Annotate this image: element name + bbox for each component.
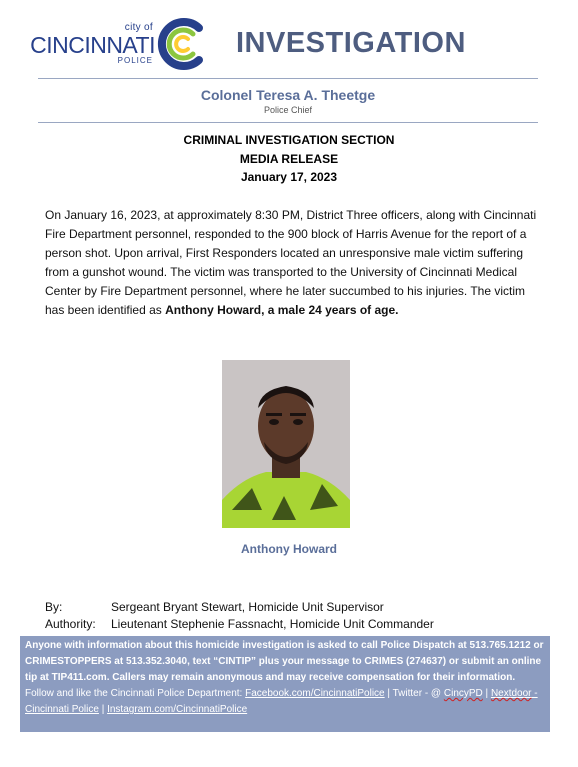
- separator: |: [482, 688, 491, 699]
- logo-unit: POLICE: [117, 56, 153, 65]
- credit-by: [45, 599, 434, 616]
- photo-caption: Anthony Howard: [241, 542, 337, 556]
- logo-city-name: CINCINNATI: [30, 32, 155, 58]
- release-body: [45, 206, 545, 320]
- credit-authority: [45, 616, 434, 633]
- tip-footer: [20, 636, 550, 732]
- header-divider: [38, 78, 538, 79]
- facebook-link[interactable]: Facebook.com/CincinnatiPolice: [245, 688, 385, 699]
- cincinnati-police-logo: [30, 18, 205, 70]
- release-type: MEDIA RELEASE: [239, 151, 339, 166]
- header: [0, 0, 578, 80]
- release-date: January 17, 2023: [240, 170, 338, 184]
- cincinnati-c-logo-icon: [155, 18, 205, 70]
- nextdoor-word: Nextdoor: [490, 688, 532, 699]
- section-name: CRIMINAL INVESTIGATION SECTION: [183, 133, 395, 147]
- chief-title: Police Chief: [263, 105, 313, 115]
- body-paragraph: On January 16, 2023, at approximately 8:30 PM, District Three officers, along with Cincinnati Fire Department personnel, responded to the 900 block of Harris Avenue for the report of a person shot. Upon arrival, First Responders located an unresponsive male victim suffering from a gunshot wound. The victim was transported to the University of Cincinnati Medical Center by Fire Department personnel, where he later succumbed to his injuries. The victim has been identified as: [45, 208, 537, 317]
- by-value: Sergeant Bryant Stewart, Homicide Unit Supervisor: [111, 600, 384, 614]
- chief-block: [38, 86, 538, 116]
- twitter-link[interactable]: CincyPD: [443, 688, 483, 699]
- authority-label: Authority:: [45, 616, 96, 631]
- logo-city-of: city of: [124, 22, 153, 33]
- chief-divider: [38, 122, 538, 123]
- logo-wordmark: [30, 18, 155, 70]
- follow-prefix: Follow and like the Cincinnati Police Department:: [25, 688, 246, 699]
- credits: [45, 599, 434, 632]
- separator: | Twitter - @: [384, 688, 444, 699]
- separator: |: [98, 704, 108, 715]
- nextdoor-rest: - Cincinnati Police: [25, 688, 538, 715]
- page-title: INVESTIGATION: [236, 27, 466, 59]
- authority-value: Lieutenant Stephenie Fassnacht, Homicide Unit Commander: [111, 616, 434, 631]
- instagram-link[interactable]: Instagram.com/CincinnatiPolice: [107, 704, 248, 715]
- victim-identity: Anthony Howard, a male 24 years of age.: [165, 303, 399, 317]
- victim-portrait-image: [222, 360, 350, 528]
- by-label: By:: [45, 600, 63, 614]
- release-heading: [0, 131, 578, 187]
- victim-photo: [222, 360, 350, 528]
- chief-name: Colonel Teresa A. Theetge: [200, 87, 376, 103]
- tip-text: Anyone with information about this homicide investigation is asked to call Police Dispatch at 513.765.1212 or CRIMESTOPPERS at 513.352.3040, text “CINTIP” plus your message to CRIMES (274637) or submit an online tip at TIP411.com. Callers may remain anonymous and may receive compensation for their information.: [25, 640, 544, 683]
- social-links: [25, 686, 545, 718]
